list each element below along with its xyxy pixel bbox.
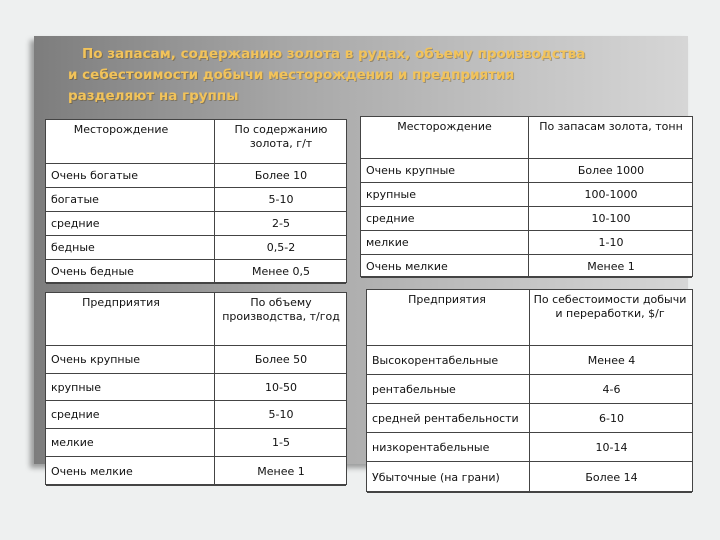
- table-row: [361, 183, 692, 207]
- header-cell: По содержанию золота, г/т: [234, 123, 328, 150]
- slide-title: [68, 44, 648, 107]
- row-label: средние: [51, 408, 100, 421]
- column-divider: [528, 117, 529, 276]
- column-divider: [214, 293, 215, 484]
- row-label: средней рентабельности: [372, 411, 519, 425]
- row-value: 5-10: [268, 193, 294, 206]
- table-row: [361, 255, 692, 278]
- table-row: [46, 374, 346, 401]
- row-value: Более 14: [585, 470, 638, 484]
- header-cell: По объему производства, т/год: [222, 296, 340, 323]
- table-row: [46, 457, 346, 486]
- row-label: мелкие: [51, 436, 94, 449]
- header-cell: Месторождение: [397, 120, 492, 133]
- row-label: Очень крупные: [366, 164, 456, 177]
- row-label: средние: [51, 217, 100, 230]
- row-value: Менее 1: [257, 464, 305, 478]
- table-deposits-content: [45, 119, 347, 283]
- row-value: 1-5: [272, 436, 290, 449]
- row-value: 1-10: [598, 236, 624, 249]
- table-enterprises-cost: [366, 289, 693, 492]
- table-row: [46, 212, 346, 236]
- row-label: Высокорентабельные: [372, 353, 499, 367]
- table-row: [46, 346, 346, 374]
- row-value: 10-50: [265, 380, 297, 394]
- column-divider: [529, 290, 530, 491]
- header-cell: Предприятия: [82, 296, 160, 309]
- header-cell: По запасам золота, тонн: [539, 120, 683, 133]
- table-row: [361, 207, 692, 231]
- table-row: [46, 429, 346, 457]
- row-value: 10-100: [591, 212, 631, 225]
- row-value: 10-14: [595, 440, 628, 454]
- row-label: крупные: [366, 188, 416, 201]
- header-cell: Месторождение: [73, 123, 169, 136]
- row-label: Очень бедные: [51, 265, 134, 278]
- table-row: [46, 188, 346, 212]
- row-label: Очень богатые: [51, 169, 138, 182]
- title-line-1: По запасам, содержанию золота в рудах, объему производства: [82, 46, 586, 62]
- table-enterprises-volume: [45, 292, 347, 485]
- table-row: [361, 231, 692, 255]
- table-header-row: [361, 117, 692, 159]
- row-label: Очень мелкие: [366, 259, 448, 273]
- header-cell: По себестоимости добычи и переработки, $/г: [533, 293, 687, 320]
- column-divider: [214, 120, 215, 282]
- row-value: Более 50: [254, 353, 308, 366]
- row-label: бедные: [51, 241, 95, 254]
- row-label: низкорентабельные: [372, 440, 490, 454]
- row-label: Убыточные (на грани): [372, 470, 500, 484]
- row-label: Очень крупные: [51, 353, 141, 366]
- table-row: [361, 159, 692, 183]
- title-line-3: разделяют на группы: [68, 88, 239, 104]
- row-value: Менее 1: [587, 259, 635, 273]
- row-label: Очень мелкие: [51, 464, 133, 478]
- row-value: 0,5-2: [266, 241, 296, 254]
- table-row: [46, 401, 346, 429]
- table-deposits-reserves: [360, 116, 693, 277]
- title-line-2: и себестоимости добычи месторождения и предприятия: [68, 67, 515, 83]
- header-cell: Предприятия: [408, 293, 486, 306]
- row-value: Более 1000: [577, 164, 645, 177]
- table-row: [46, 236, 346, 260]
- row-value: 100-1000: [584, 188, 638, 201]
- row-value: Менее 4: [587, 353, 636, 367]
- row-value: 2-5: [272, 217, 290, 230]
- table-row: [46, 260, 346, 284]
- row-value: 6-10: [599, 411, 624, 425]
- row-label: богатые: [51, 193, 99, 206]
- row-label: средние: [366, 212, 415, 225]
- row-label: мелкие: [366, 236, 409, 249]
- row-value: 5-10: [268, 408, 294, 421]
- row-value: Более 10: [254, 169, 308, 182]
- row-value: 4-6: [602, 382, 621, 396]
- table-header-row: [46, 120, 346, 164]
- row-value: Менее 0,5: [252, 265, 310, 278]
- table-row: [46, 164, 346, 188]
- table-header-row: [46, 293, 346, 346]
- row-label: рентабельные: [372, 382, 456, 396]
- row-label: крупные: [51, 380, 101, 394]
